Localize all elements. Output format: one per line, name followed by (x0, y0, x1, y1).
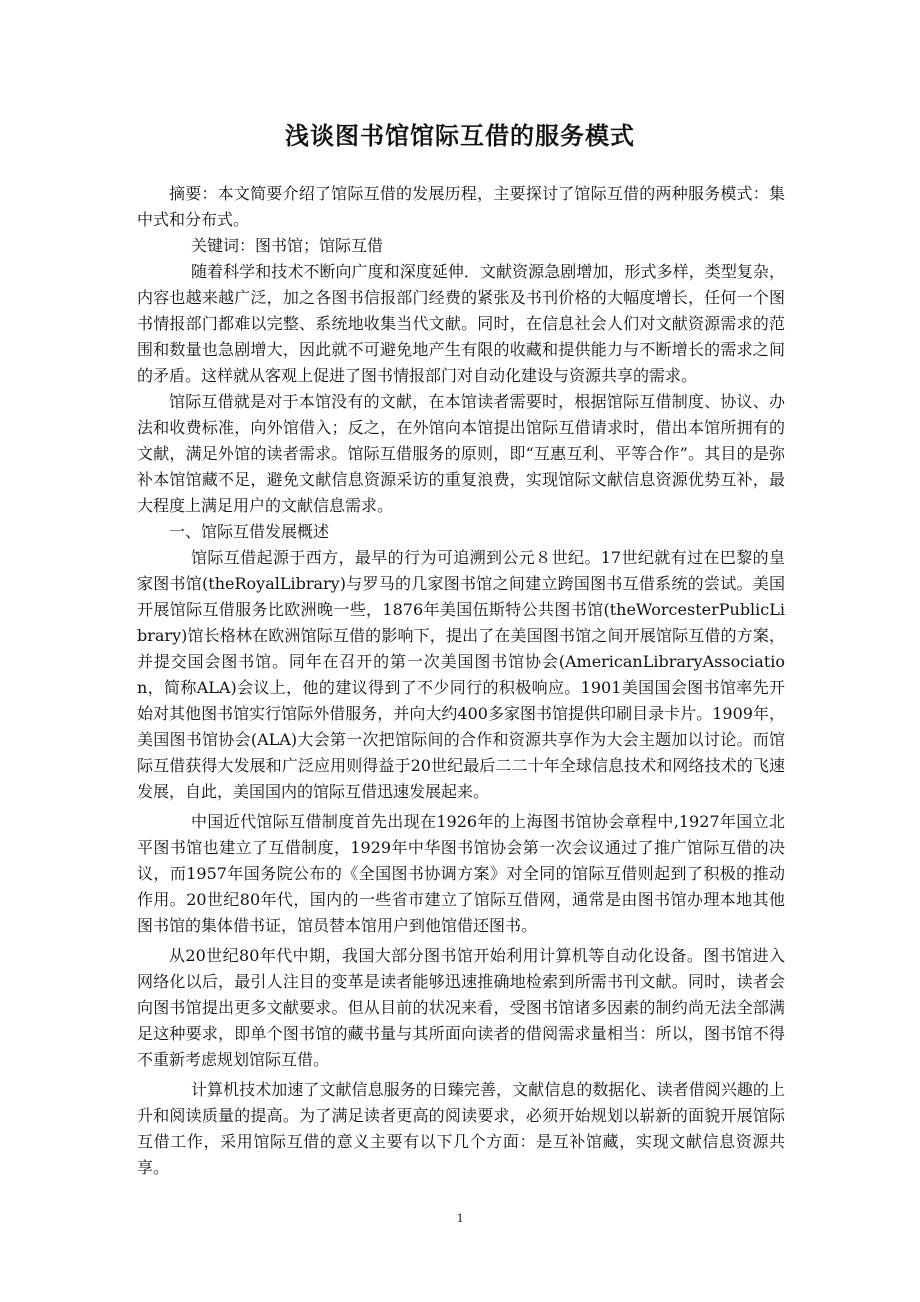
document-body (137, 181, 785, 1181)
body-paragraph: 馆际互借起源于西方，最早的行为可追溯到公元８世纪。17世纪就有过在巴黎的皇家图书馆(theRoyalLibrary)与罗马的几家图书馆之间建立跨国图书互借系统的尝试。美国开展馆际互借服务比欧洲晚一些，1876年美国伍斯特公共图书馆(theWorcesterPublicLibrary)馆长格林在欧洲馆际互借的影响下，提出了在美国图书馆之间开展馆际互借的方案，并提交国会图书馆。同年在召开的第一次美国图书馆协会(AmericanLibraryAssociation，简称ALA)会议上，他的建议得到了不少同行的积极响应。1901美国国会图书馆率先开始对其他图书馆实行馆际外借服务，并向大约400多家图书馆提供印刷目录卡片。1909年，美国图书馆协会(ALA)大会第一次把馆际间的合作和资源共享作为大会主题加以讨论。而馆际互借获得大发展和广泛应用则得益于20世纪最后二二十年全球信息技术和网络技术的飞速发展，自此，美国国内的馆际互借迅速发展起来。 (137, 548, 785, 801)
body-paragraph: 计算机技术加速了文献信息服务的日臻完善，文献信息的数据化、读者借阅兴趣的上升和阅读质量的提高。为了满足读者更高的阅读要求，必须开始规划以崭新的面貌开展馆际互借工作，采用馆际互借的意义主要有以下几个方面：是互补馆藏，实现文献信息资源共享。 (137, 1080, 785, 1177)
document-title: 浅谈图书馆馆际互借的服务模式 (285, 122, 635, 150)
body-paragraph: 随着科学和技术不断向广度和深度延伸．文献资源急剧增加，形式多样，类型复杂，内容也越来越广泛，加之各图书信报部门经费的紧张及书刊价格的大幅度增长，任何一个图书情报部门都难以完整、系统地收集当代文献。同时，在信息社会人们对文献资源需求的范围和数量也急剧增大，因此就不可避免地产生有限的收藏和提供能力与不断增长的需求之间的矛盾。这样就从客观上促进了图书情报部门对自动化建设与资源共享的需求。 (137, 262, 785, 385)
section-heading: 一、馆际互借发展概述 (169, 522, 330, 541)
body-paragraph: 从20世纪80年代中期，我国大部分图书馆开始利用计算机等自动化设备。图书馆进入网络化以后，最引人注目的变革是读者能够迅速推确地检索到所需书刊文献。同时，读者会向图书馆提出更多文献要求。但从目前的状况来看，受图书馆诸多因素的制约尚无法全部满足这种要求，即单个图书馆的藏书量与其所面向读者的借阅需求量相当：所以，图书馆不得不重新考虑规划馆际互借。 (137, 946, 785, 1069)
abstract-paragraph: 摘要：本文简要介绍了馆际互借的发展历程，主要探讨了馆际互借的两种服务模式：集中式和分布式。 (137, 184, 785, 229)
keywords-paragraph: 关键词：图书馆；馆际互借 (191, 236, 384, 255)
body-paragraph: 中国近代馆际互借制度首先出现在1926年的上海图书馆协会章程中,1927年国立北平图书馆也建立了互借制度，1929年中华图书馆协会第一次会议通过了推广馆际互借的决议，而1957年国务院公布的《全国图书协调方案》对全同的馆际互借则起到了积极的推动作用。20世纪80年代，国内的一些省市建立了馆际互借网，通常是由图书馆办理本地其他图书馆的集体借书证，馆员替本馆用户到他馆借还图书。 (137, 812, 785, 935)
page-number: 1 (456, 1210, 464, 1225)
body-paragraph: 馆际互借就是对于本馆没有的文献，在本馆读者需要时，根据馆际互借制度、协议、办法和收费标准，向外馆借入；反之，在外馆向本馆提出馆际互借请求时，借出本馆所拥有的文献，满足外馆的读者需求。馆际互借服务的原则，即“互惠互利、平等合作”。其目的是弥补本馆馆藏不足，避免文献信息资源采访的重复浪费，实现馆际文献信息资源优势互补，最大程度上满足用户的文献信息需求。 (137, 392, 785, 515)
